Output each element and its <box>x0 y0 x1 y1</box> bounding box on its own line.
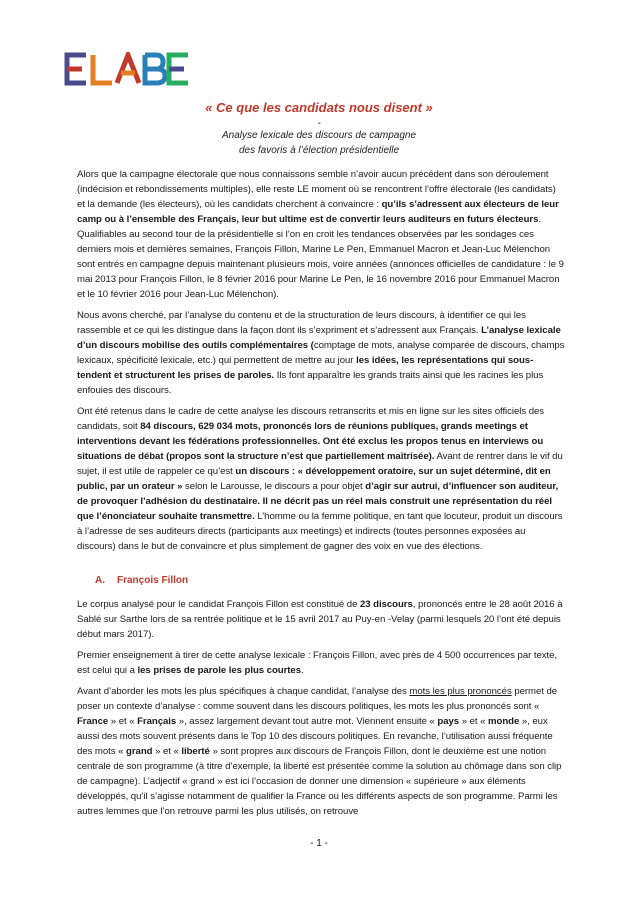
title-separator: - <box>317 118 321 129</box>
paragraph-6: Avant d’aborder les mots les plus spécifiques à chaque candidat, l’analyse des mots les plus prononcés permet de poser un contexte d’analyse : comme souvent dans les discours politiques, les mots les plus prononcés sont « France » et « Français », assez largement devant tout autre mot. Viennent ensuite « pays » et « monde », eux aussi des mots souvent présents dans le Top 10 des discours politiques. En revanche, l’utilisation aussi fréquente des mots « grand » et « liberté » sont propres aux discours de François Fillon, dont le deuxième est une notion centrale de son programme (à titre d’exemple, la liberté est présentée comme la solution au chômage dans son clip de campagne). L’adjectif « grand » est ici l’occasion de donner une dimension « supérieure » aux éléments développés, qu’il s’agisse notamment de qualifier la France ou les différents aspects de son programme. Parmi les autres lemmes que l’on retrouve parmi les plus utilisés, on retrouve <box>77 686 562 817</box>
section-heading <box>95 575 188 586</box>
paragraph-1: Alors que la campagne électorale que nous connaissons semble n’avoir aucun précédent dans son déroulement (indécision et rebondissements multiples), elle reste LE moment où se rencontrent l’offre électorale (les candidats) et la demande (les électeurs), où les candidats cherchent à convaincre : qu’ils s’adressent aux électeurs de leur camp ou à l’ensemble des Français, leur but ultime est de convertir leurs auditeurs en futurs électeurs. Qualifiables au second tour de la présidentielle si l’on en croit les tendances observées par les sondages ces derniers mois et dernières semaines, François Fillon, Marine Le Pen, Emmanuel Macron et Jean-Luc Mélenchon sont entrés en campagne depuis maintenant plusieurs mois, voire années (annonces officielles de candidature : le 9 mai 2013 pour François Fillon, le 8 février 2016 pour Marine Le Pen, le 16 novembre 2016 pour Emmanuel Macron et le 10 février 2016 pour Jean-Luc Mélenchon). <box>77 169 564 300</box>
paragraph-4: Le corpus analysé pour le candidat François Fillon est constitué de 23 discours, prononcés entre le 28 août 2016 à Sablé sur Sarthe lors de sa rentrée politique et le 15 avril 2017 au Puy-en -Velay (parmi lesquels 20 l’ont été depuis début mars 2017). <box>77 599 563 640</box>
section-letter: A. <box>95 575 105 586</box>
page-number: - 1 - <box>310 838 328 849</box>
paragraph-5: Premier enseignement à tirer de cette analyse lexicale : François Fillon, avec près de 4 500 occurrences par texte, est celui qui a les prises de parole les plus courtes. <box>77 650 558 676</box>
paragraph-3: Ont été retenus dans le cadre de cette analyse les discours retranscrits et mis en ligne sur les sites officiels des candidats, soit 84 discours, 629 034 mots, prononcés lors de réunions publiques, grands meetings et interventions devant les fédérations professionnelles. Ont été exclus les propos tenus en interviews ou situations de débat (propos sont la structure n’est que partiellement maîtrisée). Avant de rentrer dans le vif du sujet, il est utile de rappeler ce qu’est un discours : « développement oratoire, sur un sujet déterminé, dit en public, par un orateur » selon le Larousse, le discours a pour objet d’agir sur autrui, d’influencer son auditeur, de provoquer l’adhésion du destinataire. Il ne décrit pas un réel mais construit une représentation du réel que l’énonciateur souhaite transmettre. L’homme ou la femme politique, en tant que locuteur, produit un discours à l’adresse de ses auditeurs directs (participants aux meetings) et indirects (toutes personnes exposées au discours) dans le but de convaincre et plus simplement de gagner des voix en vue des élections. <box>77 406 563 552</box>
intro-text <box>77 167 565 560</box>
subtitle-line-2: des favoris à l’élection présidentielle <box>238 145 400 156</box>
paragraph-2: Nous avons cherché, par l’analyse du contenu et de la structuration de leurs discours, à identifier ce qui les rassemble et ce qui les distingue dans la façon dont ils s’expriment et s’adressent aux Français. L’analyse lexicale d’un discours mobilise des outils complémentaires (comptage de mots, analyse comparée de discours, champs lexicaux, spécificité lexicale, etc.) qui permettent de mettre au jour les idées, les représentations qui sous-tendent et structurent les prises de paroles. Ils font apparaître les grands traits ainsi que les racines les plus enfouies des discours. <box>77 310 565 396</box>
subtitle-line-1: Analyse lexicale des discours de campagne <box>222 130 416 141</box>
elabe-logo <box>62 52 190 86</box>
section-title: François Fillon <box>117 575 189 586</box>
document-title: « Ce que les candidats nous disent » <box>205 100 433 115</box>
section-text <box>77 597 565 825</box>
